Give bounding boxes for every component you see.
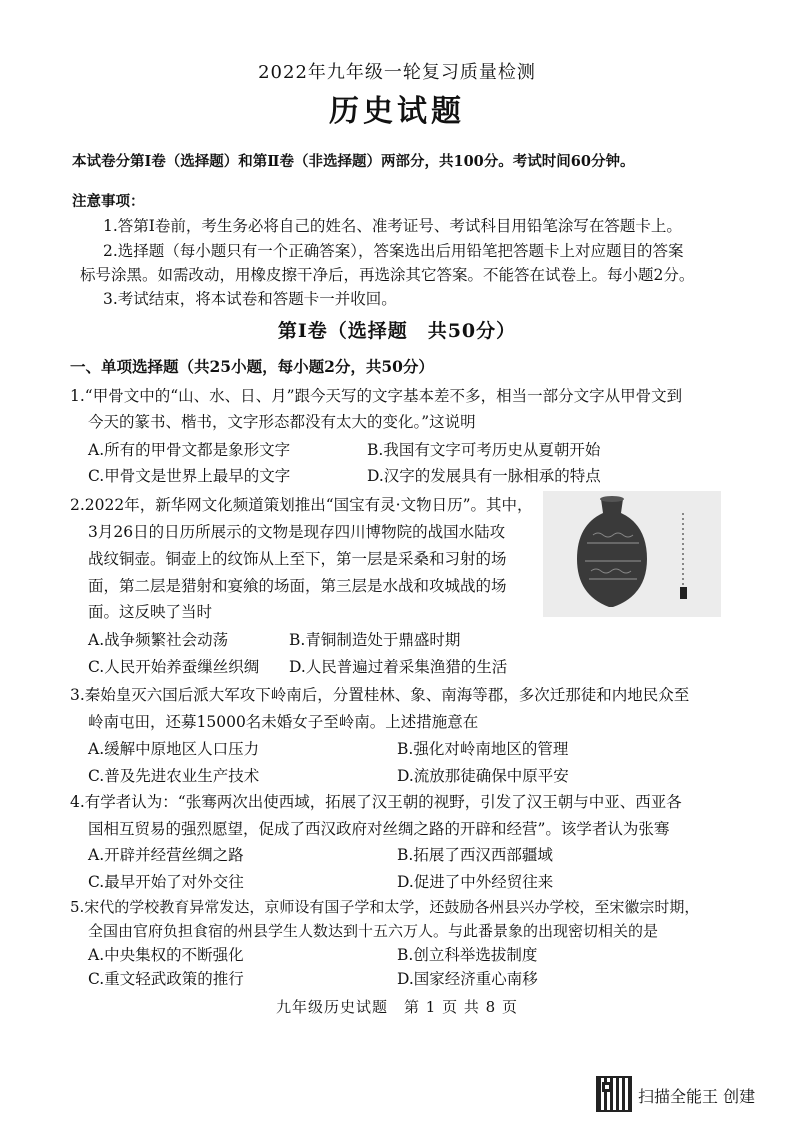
exam-title: 历史试题 (329, 94, 465, 129)
question-5-option-b: B.创立科举选拔制度 (397, 946, 538, 964)
question-5-stem: 5.宋代的学校教育异常发达，京师设有国子学和太学，还鼓励各州县兴办学校，至宋徽宗时期， (70, 898, 700, 916)
note-1: 1.答第Ⅰ卷前，考生务必将自己的姓名、准考证号、考试科目用铅笔涂写在答题卡上。 (103, 217, 682, 235)
bronze-pot-image (543, 491, 721, 617)
question-3-option-c: C.普及先进农业生产技术 (88, 767, 260, 785)
scanner-watermark (598, 1075, 778, 1115)
question-1-option-d: D.汉字的发展具有一脉相承的特点 (367, 467, 601, 485)
question-3-option-b: B.强化对岭南地区的管理 (397, 740, 569, 758)
question-4-option-b: B.拓展了西汉西部疆域 (397, 846, 553, 864)
question-1-option-b: B.我国有文字可考历史从夏朝开始 (367, 441, 601, 459)
exam-subtitle: 2022年九年级一轮复习质量检测 (258, 62, 536, 83)
question-4-option-d: D.促进了中外经贸往来 (397, 873, 554, 891)
notes-heading: 注意事项： (72, 193, 145, 210)
question-4-stem-cont: 国相互贸易的强烈愿望，促成了西汉政府对丝绸之路的开辟和经营”。该学者认为张骞 (88, 820, 670, 838)
question-2-stem-cont-1: 3月26日的日历所展示的文物是现存四川博物院的战国水陆攻 (88, 523, 506, 541)
note-2-cont: 标号涂黑。如需改动，用橡皮擦干净后，再选涂其它答案。不能答在试卷上。每小题2分。 (80, 266, 695, 284)
section-title: 第Ⅰ卷（选择题 共50分） (277, 320, 517, 342)
question-1-option-c: C.甲骨文是世界上最早的文字 (88, 467, 291, 485)
watermark-text: 扫描全能王 创建 (638, 1087, 756, 1106)
question-2-stem-cont-3: 面，第二层是猎射和宴飨的场面，第三层是水战和攻城战的场 (88, 577, 507, 595)
question-2-stem: 2.2022年，新华网文化频道策划推出“国宝有灵·文物日历”。其中， (70, 496, 533, 514)
question-4-option-a: A.开辟并经营丝绸之路 (88, 846, 244, 864)
question-2-option-c: C.人民开始养蚕缫丝织绸 (88, 658, 260, 676)
question-2-stem-cont-2: 战纹铜壶。铜壶上的纹饰从上至下，第一层是采桑和习射的场 (88, 550, 507, 568)
question-3-stem: 3.秦始皇灭六国后派大军攻下岭南后，分置桂林、象、南海等郡，多次迁那徒和内地民众至 (70, 686, 690, 704)
question-1-option-a: A.所有的甲骨文都是象形文字 (88, 441, 291, 459)
question-2-stem-cont-4: 面。这反映了当时 (88, 603, 213, 621)
question-5-option-a: A.中央集权的不断强化 (88, 946, 244, 964)
note-2: 2.选择题（每小题只有一个正确答案），答案选出后用铅笔把答题卡上对应题目的答案 (103, 242, 684, 260)
question-4-stem: 4.有学者认为：“张骞两次出使西域，拓展了汉王朝的视野，引发了汉王朝与中亚、西亚各 (70, 793, 682, 811)
question-5-option-c: C.重文轻武政策的推行 (88, 970, 244, 988)
question-3-stem-cont: 岭南屯田，还募15000名未婚女子至岭南。上述措施意在 (88, 713, 479, 731)
question-2-option-d: D.人民普遍过着采集渔猎的生活 (289, 658, 508, 676)
question-1-stem-cont: 今天的篆书、楷书，文字形态都没有太大的变化。”这说明 (88, 413, 476, 431)
question-2-option-a: A.战争频繁社会动荡 (88, 631, 229, 649)
question-4-option-c: C.最早开始了对外交往 (88, 873, 244, 891)
question-1-stem: 1.“甲骨文中的“山、水、日、月”跟今天写的文字基本差不多，相当一部分文字从甲骨文到 (70, 387, 683, 405)
note-3: 3.考试结束，将本试卷和答题卡一并收回。 (103, 290, 397, 308)
question-3-option-a: A.缓解中原地区人口压力 (88, 740, 260, 758)
question-3-option-d: D.流放那徒确保中原平安 (397, 767, 569, 785)
qr-code-icon (598, 1078, 630, 1110)
question-2-option-b: B.青铜制造处于鼎盛时期 (289, 631, 461, 649)
subsection-title: 一、单项选择题（共25小题，每小题2分，共50分） (70, 357, 434, 376)
question-5-stem-cont: 全国由官府负担食宿的州县学生人数达到十五六万人。与此番景象的出现密切相关的是 (88, 922, 659, 940)
page-footer: 九年级历史试题 第 1 页 共 8 页 (276, 998, 518, 1016)
question-5-option-d: D.国家经济重心南移 (397, 970, 538, 988)
exam-intro: 本试卷分第Ⅰ卷（选择题）和第Ⅱ卷（非选择题）两部分，共100分。考试时间60分钟。 (72, 153, 635, 170)
